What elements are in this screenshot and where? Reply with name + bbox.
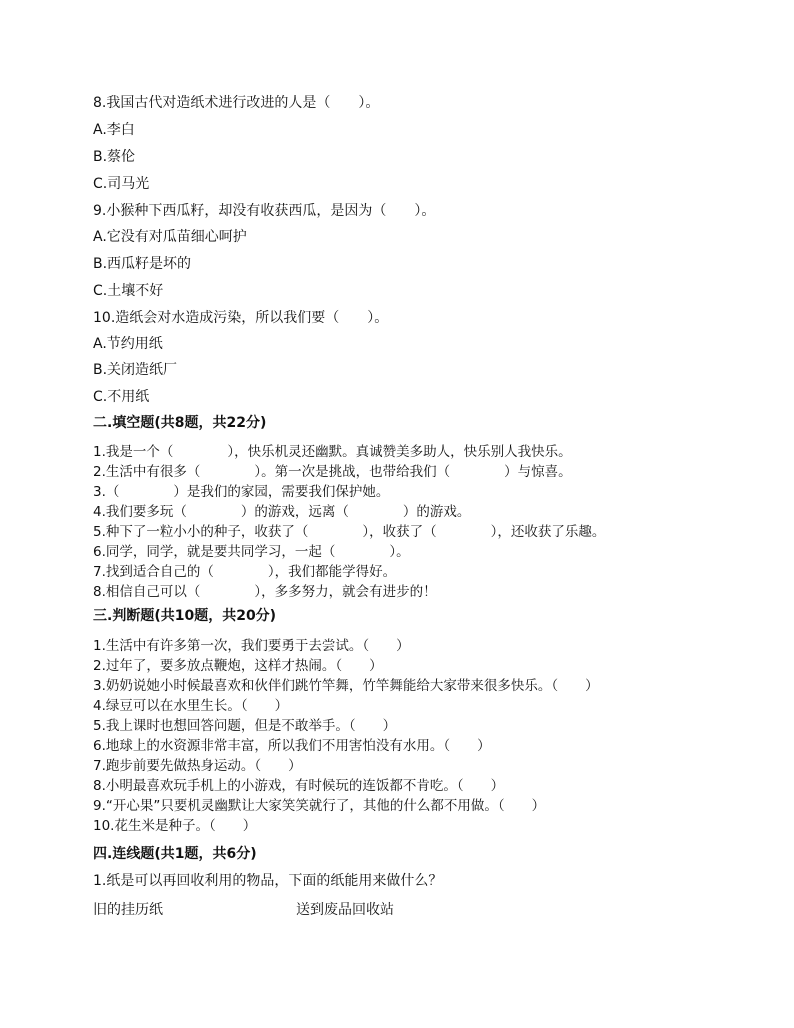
section-title-matching: 四.连线题(共1题，共6分) [93, 846, 257, 862]
question-10: 10.造纸会对水造成污染，所以我们要（ ）。 [93, 310, 389, 326]
question-9: 9.小猴种下西瓜籽，却没有收获西瓜，是因为（ ）。 [93, 203, 436, 219]
question-9-option-b: B.西瓜籽是坏的 [93, 256, 192, 272]
fill-blank-item: 7.找到适合自己的（ ），我们都能学得好。 [93, 564, 397, 580]
true-false-item: 7.跑步前要先做热身运动。（ ） [93, 758, 302, 774]
question-10-option-c: C.不用纸 [93, 389, 150, 405]
question-9-option-c: C.土壤不好 [93, 283, 164, 299]
question-9-option-a: A.它没有对瓜苗细心呵护 [93, 229, 247, 245]
true-false-item: 9.“开心果”只要机灵幽默让大家笑笑就行了，其他的什么都不用做。（ ） [93, 798, 546, 814]
fill-blank-item: 3.（ ）是我们的家园，需要我们保护她。 [93, 484, 390, 500]
matching-question-1: 1.纸是可以再回收利用的物品，下面的纸能用来做什么？ [93, 873, 443, 889]
true-false-item: 2.过年了，要多放点鞭炮，这样才热闹。（ ） [93, 658, 383, 674]
fill-blank-item: 8.相信自己可以（ ），多多努力，就会有进步的！ [93, 584, 437, 600]
question-8-option-c: C.司马光 [93, 176, 150, 192]
matching-right-item: 送到废品回收站 [296, 902, 394, 918]
fill-blank-item: 1.我是一个（ ），快乐机灵还幽默。真诚赞美多助人，快乐别人我快乐。 [93, 444, 572, 460]
section-title-fill-blank: 二.填空题(共8题，共22分) [93, 415, 267, 431]
question-8-option-a: A.李白 [93, 122, 135, 138]
true-false-item: 10.花生米是种子。（ ） [93, 818, 257, 834]
fill-blank-item: 2.生活中有很多（ ）。第一次是挑战，也带给我们（ ）与惊喜。 [93, 464, 572, 480]
question-10-option-b: B.关闭造纸厂 [93, 362, 178, 378]
question-8-option-b: B.蔡伦 [93, 149, 136, 165]
true-false-item: 6.地球上的水资源非常丰富，所以我们不用害怕没有水用。（ ） [93, 738, 491, 754]
question-10-option-a: A.节约用纸 [93, 336, 163, 352]
matching-left-item: 旧的挂历纸 [93, 902, 163, 918]
fill-blank-item: 6.同学，同学，就是要共同学习，一起（ ）。 [93, 544, 410, 560]
section-title-true-false: 三.判断题(共10题，共20分) [93, 608, 277, 624]
true-false-item: 4.绿豆可以在水里生长。（ ） [93, 698, 289, 714]
true-false-item: 8.小明最喜欢玩手机上的小游戏，有时候玩的连饭都不肯吃。（ ） [93, 778, 505, 794]
true-false-item: 5.我上课时也想回答问题，但是不敢举手。（ ） [93, 718, 397, 734]
true-false-item: 3.奶奶说她小时候最喜欢和伙伴们跳竹竿舞，竹竿舞能给大家带来很多快乐。（ ） [93, 678, 599, 694]
true-false-item: 1.生活中有许多第一次，我们要勇于去尝试。（ ） [93, 638, 410, 654]
fill-blank-item: 5.种下了一粒小小的种子，收获了（ ），收获了（ ），还收获了乐趣。 [93, 524, 606, 540]
question-8: 8.我国古代对造纸术进行改进的人是（ ）。 [93, 95, 380, 111]
fill-blank-item: 4.我们要多玩（ ）的游戏，远离（ ）的游戏。 [93, 504, 471, 520]
